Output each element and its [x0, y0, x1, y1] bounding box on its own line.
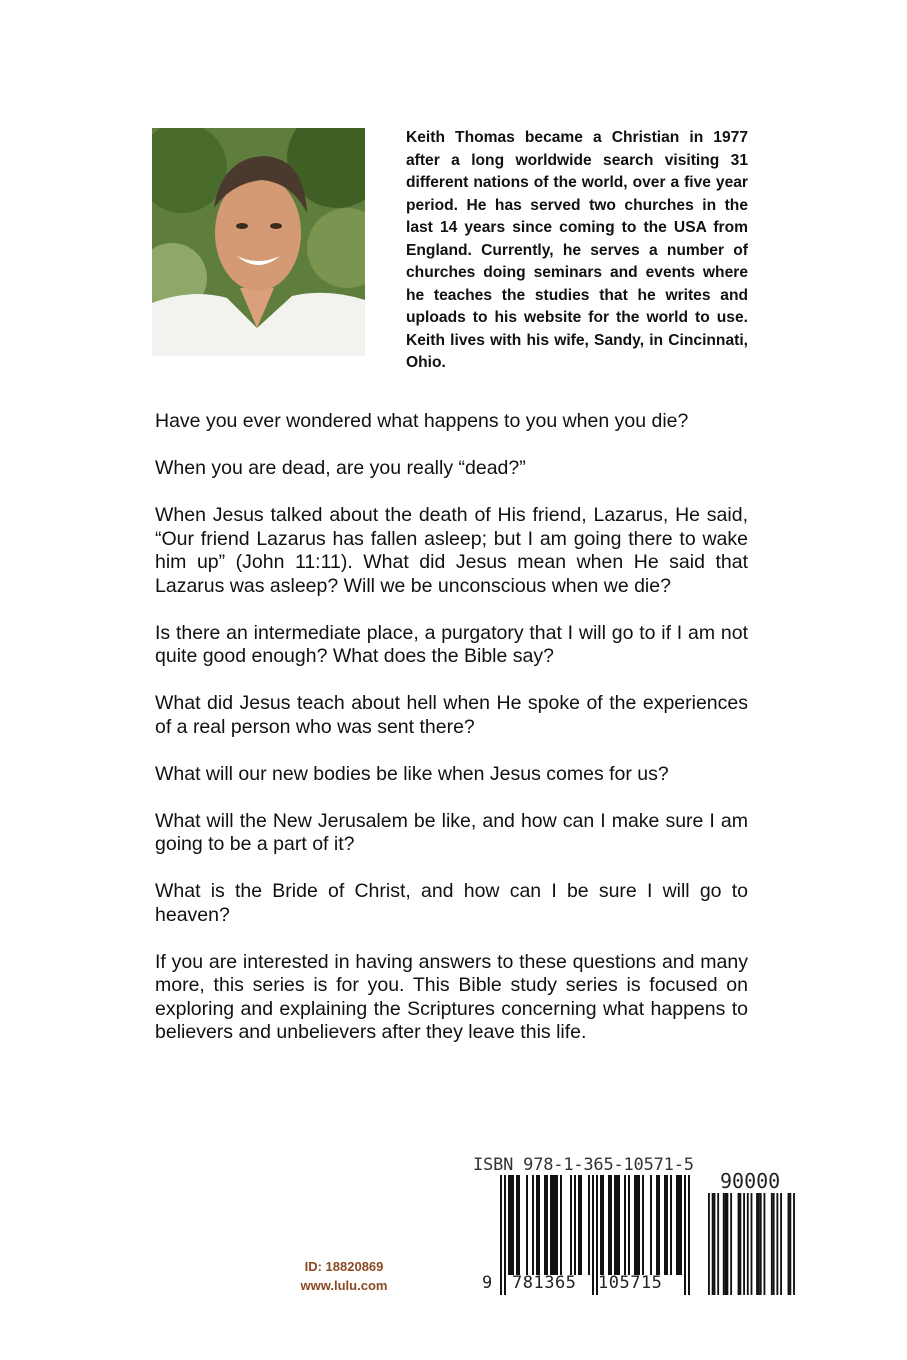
barcode-bar: [560, 1175, 562, 1275]
barcode-addon-bar: [789, 1193, 791, 1295]
barcode-bar: [618, 1175, 620, 1275]
barcode-addon-bar: [743, 1193, 745, 1295]
barcode-addon-bar: [714, 1193, 716, 1295]
barcode-bar: [650, 1175, 652, 1275]
barcode-bar: [642, 1175, 644, 1275]
barcode-bar: [526, 1175, 528, 1275]
publisher-info: [285, 1257, 403, 1295]
paragraph: What did Jesus teach about hell when He spoke of the experiences of a real person who was sent there?: [155, 692, 748, 738]
barcode-bar: [664, 1175, 666, 1275]
barcode-bar: [556, 1175, 558, 1275]
back-cover-description: [155, 410, 748, 1068]
barcode-addon-bar: [788, 1193, 790, 1295]
paragraph: If you are interested in having answers to these questions and many more, this series is for you. This Bible study series is focused on exploring and explaining the Scriptures concerning what happens to believers and unbelievers after they leave this life.: [155, 950, 748, 1043]
barcode-bar: [512, 1175, 514, 1275]
barcode-addon-bar: [708, 1193, 710, 1295]
barcode-addon-bar: [758, 1193, 760, 1295]
paragraph: What will the New Jerusalem be like, and how can I make sure I am going to be a part of it?: [155, 809, 748, 855]
barcode-addon-bar: [751, 1193, 753, 1295]
barcode-bar: [676, 1175, 678, 1275]
barcode-addon-bar: [712, 1193, 714, 1295]
barcode-bar: [510, 1175, 512, 1275]
barcode-bar: [636, 1175, 638, 1275]
barcode-addon-bar: [730, 1193, 732, 1295]
barcode-addon-bar: [760, 1193, 762, 1295]
barcode-bar: [656, 1175, 658, 1275]
barcode-bar: [516, 1175, 518, 1275]
barcode-addon-bar: [776, 1193, 778, 1295]
author-photo: [152, 128, 365, 356]
paragraph: What will our new bodies be like when Jesus comes for us?: [155, 762, 669, 785]
isbn-number: ISBN 978-1-365-10571-5: [473, 1155, 694, 1175]
barcode-bar: [628, 1175, 630, 1275]
barcode-addon-bar: [738, 1193, 740, 1295]
barcode-bar: [536, 1175, 538, 1275]
paragraph: When Jesus talked about the death of His friend, Lazarus, He said, “Our friend Lazarus has fallen asleep; but I am going there to wake him up” (John 11:11). What did Jesus mean when He said that Lazarus was asleep? Will we be unconscious when we die?: [155, 504, 748, 597]
barcode-bar: [688, 1175, 690, 1295]
barcode-bar: [552, 1175, 554, 1275]
barcode-bar: [658, 1175, 660, 1275]
publisher-website: www.lulu.com: [300, 1278, 388, 1293]
barcode-addon-bar: [771, 1193, 773, 1295]
barcode-addon-bar: [764, 1193, 766, 1295]
barcode-bar: [580, 1175, 582, 1275]
barcode-addon-bar: [727, 1193, 729, 1295]
barcode-addon-bar: [725, 1193, 727, 1295]
barcode-bar: [570, 1175, 572, 1275]
barcode-bar: [670, 1175, 672, 1275]
barcode-bar: [518, 1175, 520, 1275]
paragraph: When you are dead, are you really “dead?”: [155, 457, 526, 479]
barcode-bar: [666, 1175, 668, 1275]
barcode-bar: [544, 1175, 546, 1275]
barcode-bar: [578, 1175, 580, 1275]
barcode-digit-first: 9: [482, 1273, 493, 1293]
paragraph: What is the Bride of Christ, and how can I be sure I will go to heaven?: [155, 880, 748, 926]
barcode-addon-bar: [773, 1193, 775, 1295]
barcode-addon-bar: [723, 1193, 725, 1295]
barcode-bar: [614, 1175, 616, 1275]
paragraph: Have you ever wondered what happens to you when you die?: [155, 410, 689, 432]
paragraph: Is there an intermediate place, a purgatory that I will go to if I am not quite good enough? What does the Bible say?: [155, 621, 748, 667]
barcode-bar: [550, 1175, 552, 1275]
barcode-bar: [602, 1175, 604, 1275]
barcode-bar: [634, 1175, 636, 1275]
isbn-barcode: [470, 1155, 808, 1300]
barcode-bar: [532, 1175, 534, 1275]
barcode-bar: [678, 1175, 680, 1275]
barcode-bar: [546, 1175, 548, 1275]
barcode-digit-group-2: 105715: [598, 1273, 663, 1293]
barcode-addon-bar: [780, 1193, 782, 1295]
barcode-bar: [500, 1175, 502, 1295]
publisher-id: ID: 18820869: [304, 1259, 384, 1274]
barcode-addon-bar: [747, 1193, 749, 1295]
author-portrait-image: [152, 128, 365, 356]
barcode-addon-bar: [739, 1193, 741, 1295]
barcode-addon-bar: [717, 1193, 719, 1295]
barcode-bar: [638, 1175, 640, 1275]
barcode-bar: [538, 1175, 540, 1275]
author-bio: Keith Thomas became a Christian in 1977 after a long worldwide search visiting 31 different nations of the world, over a five year period. He has served two churches in the last 14 years since coming to the USA from England. Currently, he serves a number of churches doing seminars and events where he teaches the studies that he writes and uploads to his website for the world to use. Keith lives with his wife, Sandy, in Cincinnati, Ohio.: [406, 129, 748, 371]
barcode-bar: [624, 1175, 626, 1275]
barcode-bar: [574, 1175, 576, 1275]
barcode-bar: [684, 1175, 686, 1295]
barcode-bar: [588, 1175, 590, 1275]
barcode-bar: [554, 1175, 556, 1275]
barcode-bar: [608, 1175, 610, 1275]
barcode-addon-bar: [793, 1193, 795, 1295]
barcode-bar: [592, 1175, 594, 1295]
barcode-bar: [508, 1175, 510, 1275]
price-code: 90000: [720, 1169, 781, 1193]
barcode-bar: [680, 1175, 682, 1275]
barcode-bar: [616, 1175, 618, 1275]
barcode-digit-group-1: 781365: [512, 1273, 577, 1293]
barcode-bar: [504, 1175, 506, 1295]
barcode-addon-bar: [756, 1193, 758, 1295]
barcode-bar: [600, 1175, 602, 1275]
barcode-bar: [610, 1175, 612, 1275]
